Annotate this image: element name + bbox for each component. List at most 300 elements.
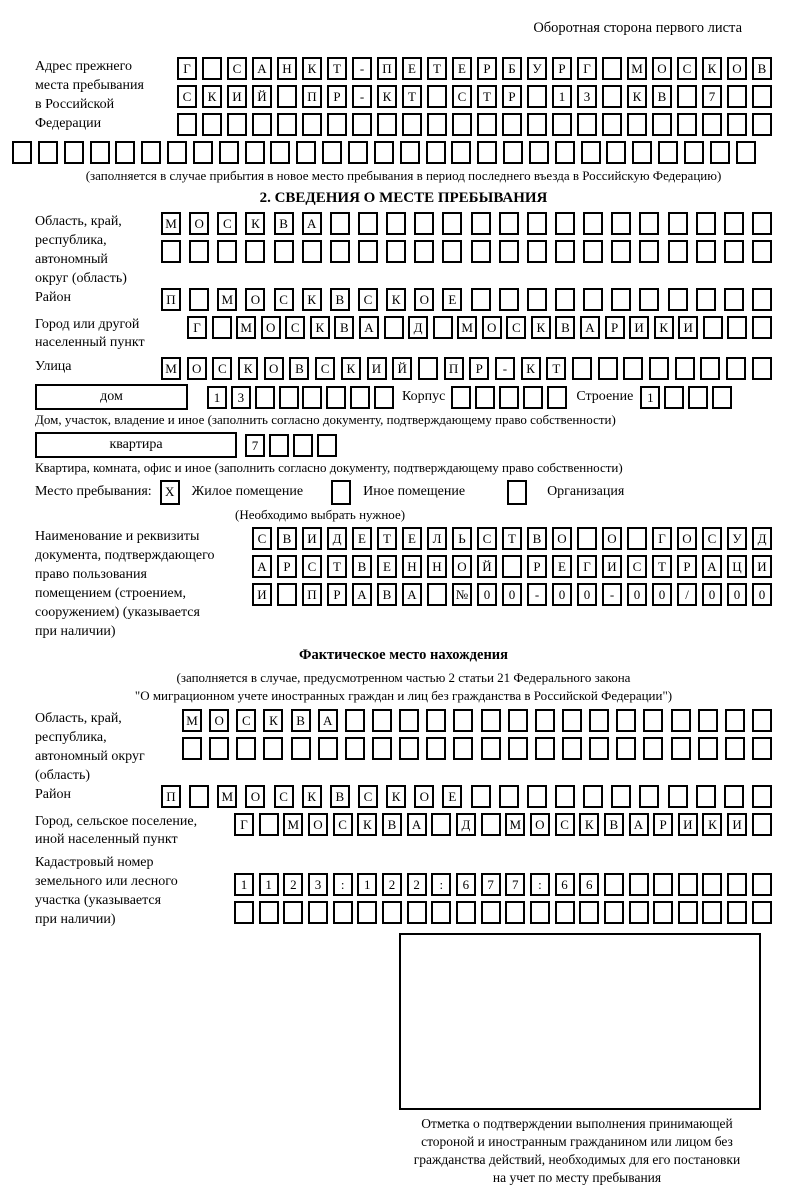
apartment-box-label: квартира bbox=[35, 432, 237, 458]
char-cell bbox=[293, 434, 313, 457]
char-cell: М bbox=[161, 212, 181, 235]
char-cell bbox=[598, 357, 618, 380]
char-cell: К bbox=[357, 813, 377, 836]
char-cell: К bbox=[377, 85, 397, 108]
char-cell: Н bbox=[402, 555, 422, 578]
label-line: Город или другой bbox=[35, 317, 140, 332]
char-cell bbox=[725, 737, 745, 760]
char-cell: Р bbox=[653, 813, 673, 836]
label-line: участка (указывается bbox=[35, 893, 162, 908]
char-cell bbox=[632, 141, 652, 164]
char-cell bbox=[652, 113, 672, 136]
char-cell: 3 bbox=[308, 873, 328, 896]
page-side-note: Оборотная сторона первого листа bbox=[533, 20, 742, 36]
char-cell bbox=[141, 141, 161, 164]
district-label: Район bbox=[35, 290, 71, 305]
char-cell bbox=[499, 240, 519, 263]
char-cell bbox=[677, 113, 697, 136]
char-cell bbox=[503, 141, 523, 164]
char-cell: Г bbox=[177, 57, 197, 80]
char-cell bbox=[602, 57, 622, 80]
char-cell bbox=[752, 709, 772, 732]
street-label: Улица bbox=[35, 359, 72, 374]
char-cell: В bbox=[652, 85, 672, 108]
char-cell bbox=[481, 737, 501, 760]
actual-city-label bbox=[35, 813, 234, 849]
char-cell: 0 bbox=[552, 583, 572, 606]
char-cell bbox=[64, 141, 84, 164]
char-cell bbox=[712, 386, 732, 409]
char-cell: В bbox=[291, 709, 311, 732]
char-cell: : bbox=[431, 873, 451, 896]
char-cell bbox=[477, 141, 497, 164]
stamp-caption bbox=[387, 1115, 767, 1187]
char-cell bbox=[245, 141, 265, 164]
char-cell bbox=[234, 901, 254, 924]
actual-region-rows bbox=[182, 709, 772, 760]
char-cell: Е bbox=[442, 785, 462, 808]
char-cell bbox=[702, 873, 722, 896]
char-cell bbox=[752, 288, 772, 311]
char-cell bbox=[418, 357, 438, 380]
char-cell: 7 bbox=[245, 434, 265, 457]
char-cell: 0 bbox=[702, 583, 722, 606]
char-cell bbox=[227, 113, 247, 136]
stamp-caption-line-4: на учет по месту пребывания bbox=[492, 1170, 662, 1185]
char-cell bbox=[453, 737, 473, 760]
char-cell bbox=[333, 901, 353, 924]
char-cell: Д bbox=[456, 813, 476, 836]
char-cell bbox=[217, 240, 237, 263]
char-cell: И bbox=[727, 813, 747, 836]
char-cell: Р bbox=[677, 555, 697, 578]
actual-location-title: Фактическое место нахождения bbox=[299, 647, 508, 663]
house-number-cells bbox=[207, 386, 394, 409]
char-cell bbox=[357, 901, 377, 924]
char-cell bbox=[322, 141, 342, 164]
street-row bbox=[161, 357, 772, 380]
char-cell bbox=[499, 785, 519, 808]
char-cell: К bbox=[386, 785, 406, 808]
char-cell: № bbox=[452, 583, 472, 606]
char-cell bbox=[583, 240, 603, 263]
char-cell bbox=[402, 113, 422, 136]
stay-option-organization-label: Организация bbox=[547, 484, 625, 499]
label-line: округ (область) bbox=[35, 271, 127, 286]
char-cell bbox=[727, 85, 747, 108]
actual-district-row bbox=[161, 785, 772, 808]
char-cell bbox=[684, 141, 704, 164]
char-cell: Р bbox=[469, 357, 489, 380]
char-cell: Г bbox=[577, 555, 597, 578]
char-cell: В bbox=[752, 57, 772, 80]
char-cell bbox=[678, 873, 698, 896]
label-line: автономный bbox=[35, 252, 108, 267]
char-cell bbox=[481, 901, 501, 924]
prev-address-note: (заполняется в случае прибытия в новое место пребывания в период последнего въезда в Российскую Федерацию) bbox=[85, 168, 722, 183]
stroenie-label: Строение bbox=[576, 389, 634, 404]
char-cell: С bbox=[252, 527, 272, 550]
char-cell bbox=[579, 901, 599, 924]
char-cell: С bbox=[506, 316, 526, 339]
char-cell: М bbox=[161, 357, 181, 380]
char-cell bbox=[724, 785, 744, 808]
char-cell bbox=[724, 288, 744, 311]
char-cell bbox=[177, 113, 197, 136]
house-block bbox=[35, 384, 772, 410]
char-cell: К bbox=[702, 813, 722, 836]
char-cell bbox=[189, 288, 209, 311]
char-cell bbox=[752, 212, 772, 235]
char-cell: А bbox=[359, 316, 379, 339]
char-cell: А bbox=[252, 555, 272, 578]
char-cell: Й bbox=[392, 357, 412, 380]
apartment-block bbox=[35, 432, 772, 458]
char-cell bbox=[725, 709, 745, 732]
char-cell: К bbox=[245, 212, 265, 235]
char-cell bbox=[668, 785, 688, 808]
char-cell bbox=[671, 709, 691, 732]
char-cell: С bbox=[177, 85, 197, 108]
cadastre-row-2 bbox=[234, 901, 772, 924]
label-line: Федерации bbox=[35, 116, 102, 131]
char-cell bbox=[345, 709, 365, 732]
char-cell: В bbox=[604, 813, 624, 836]
char-cell: М bbox=[457, 316, 477, 339]
char-cell: И bbox=[678, 813, 698, 836]
char-cell bbox=[377, 113, 397, 136]
char-cell bbox=[302, 113, 322, 136]
char-cell bbox=[527, 212, 547, 235]
document-label bbox=[35, 527, 252, 641]
char-cell bbox=[668, 240, 688, 263]
char-cell: К bbox=[386, 288, 406, 311]
char-cell: 0 bbox=[502, 583, 522, 606]
char-cell bbox=[189, 240, 209, 263]
char-cell bbox=[698, 709, 718, 732]
char-cell bbox=[477, 113, 497, 136]
cadastre-row-1 bbox=[234, 873, 772, 896]
char-cell: 0 bbox=[727, 583, 747, 606]
house-note: Дом, участок, владение и иное (заполнить согласно документу, подтверждающему право собственности) bbox=[35, 412, 616, 427]
char-cell: К bbox=[302, 288, 322, 311]
char-cell: В bbox=[274, 212, 294, 235]
char-cell: 1 bbox=[640, 386, 660, 409]
char-cell: Н bbox=[277, 57, 297, 80]
char-cell bbox=[671, 737, 691, 760]
char-cell bbox=[727, 316, 747, 339]
char-cell: В bbox=[289, 357, 309, 380]
char-cell bbox=[372, 737, 392, 760]
actual-city-block bbox=[35, 813, 772, 849]
char-cell bbox=[583, 288, 603, 311]
char-cell bbox=[182, 737, 202, 760]
char-cell bbox=[577, 113, 597, 136]
char-cell bbox=[530, 901, 550, 924]
char-cell: С bbox=[452, 85, 472, 108]
stay-place-note: (Необходимо выбрать нужное) bbox=[235, 507, 406, 522]
char-cell: С bbox=[358, 288, 378, 311]
char-cell: С bbox=[477, 527, 497, 550]
char-cell: : bbox=[333, 873, 353, 896]
char-cell: : bbox=[530, 873, 550, 896]
char-cell: / bbox=[677, 583, 697, 606]
char-cell bbox=[451, 141, 471, 164]
char-cell: П bbox=[302, 583, 322, 606]
char-cell bbox=[527, 785, 547, 808]
label-line: документа, подтверждающего bbox=[35, 548, 215, 563]
char-cell: - bbox=[527, 583, 547, 606]
char-cell: В bbox=[555, 316, 575, 339]
char-cell: О bbox=[187, 357, 207, 380]
char-cell: 1 bbox=[234, 873, 254, 896]
stamp-caption-line-2: стороной и иностранным гражданином или лицом без bbox=[421, 1134, 733, 1149]
prev-address-row-4 bbox=[12, 141, 756, 164]
char-cell: Й bbox=[477, 555, 497, 578]
label-line: Кадастровый номер bbox=[35, 855, 154, 870]
char-cell bbox=[451, 386, 471, 409]
char-cell bbox=[426, 737, 446, 760]
char-cell bbox=[277, 583, 297, 606]
char-cell bbox=[527, 85, 547, 108]
apartment-cells bbox=[245, 434, 337, 457]
char-cell bbox=[555, 240, 575, 263]
char-cell bbox=[727, 113, 747, 136]
actual-district-block bbox=[35, 785, 772, 808]
char-cell bbox=[611, 785, 631, 808]
char-cell: А bbox=[580, 316, 600, 339]
char-cell: О bbox=[602, 527, 622, 550]
char-cell: К bbox=[238, 357, 258, 380]
char-cell: П bbox=[444, 357, 464, 380]
char-cell: К bbox=[310, 316, 330, 339]
char-cell bbox=[535, 709, 555, 732]
stroenie-cells bbox=[640, 386, 732, 409]
char-cell bbox=[752, 737, 772, 760]
char-cell bbox=[639, 785, 659, 808]
char-cell bbox=[471, 212, 491, 235]
char-cell: С bbox=[212, 357, 232, 380]
char-cell bbox=[12, 141, 32, 164]
char-cell bbox=[623, 357, 643, 380]
char-cell bbox=[358, 212, 378, 235]
char-cell: Р bbox=[327, 85, 347, 108]
char-cell bbox=[236, 737, 256, 760]
char-cell: О bbox=[652, 57, 672, 80]
char-cell bbox=[499, 212, 519, 235]
char-cell: А bbox=[407, 813, 427, 836]
char-cell bbox=[555, 141, 575, 164]
char-cell bbox=[277, 85, 297, 108]
char-cell bbox=[696, 288, 716, 311]
char-cell: Т bbox=[427, 57, 447, 80]
char-cell: О bbox=[414, 785, 434, 808]
char-cell bbox=[255, 386, 275, 409]
char-cell: С bbox=[358, 785, 378, 808]
city-block bbox=[35, 316, 772, 352]
char-cell bbox=[627, 113, 647, 136]
char-cell: 3 bbox=[231, 386, 251, 409]
char-cell bbox=[700, 357, 720, 380]
label-line: республика, bbox=[35, 730, 107, 745]
char-cell: 1 bbox=[552, 85, 572, 108]
char-cell: Е bbox=[402, 527, 422, 550]
char-cell bbox=[499, 386, 519, 409]
char-cell: О bbox=[264, 357, 284, 380]
char-cell bbox=[523, 386, 543, 409]
cadastre-label bbox=[35, 853, 234, 929]
char-cell: А bbox=[702, 555, 722, 578]
char-cell bbox=[547, 386, 567, 409]
document-rows bbox=[252, 527, 772, 606]
street-block bbox=[35, 357, 772, 380]
char-cell: Д bbox=[327, 527, 347, 550]
char-cell bbox=[358, 240, 378, 263]
char-cell: А bbox=[252, 57, 272, 80]
char-cell bbox=[219, 141, 239, 164]
char-cell bbox=[400, 141, 420, 164]
char-cell: С bbox=[217, 212, 237, 235]
char-cell bbox=[202, 57, 222, 80]
char-cell bbox=[431, 813, 451, 836]
region-label bbox=[35, 212, 161, 288]
char-cell bbox=[696, 785, 716, 808]
cadastre-block bbox=[35, 853, 772, 929]
char-cell bbox=[453, 709, 473, 732]
char-cell bbox=[702, 901, 722, 924]
cadastre-rows bbox=[234, 873, 772, 924]
char-cell: О bbox=[245, 785, 265, 808]
char-cell bbox=[427, 85, 447, 108]
stamp-caption-line-3: гражданства действий, необходимых для его постановки bbox=[413, 1152, 741, 1167]
char-cell: 7 bbox=[505, 873, 525, 896]
actual-region-row-2 bbox=[182, 737, 772, 760]
char-cell: М bbox=[627, 57, 647, 80]
char-cell bbox=[752, 240, 772, 263]
char-cell bbox=[527, 240, 547, 263]
char-cell: 0 bbox=[627, 583, 647, 606]
char-cell bbox=[202, 113, 222, 136]
char-cell: К bbox=[202, 85, 222, 108]
char-cell bbox=[345, 737, 365, 760]
label-line: иной населенный пункт bbox=[35, 832, 178, 847]
char-cell: К bbox=[702, 57, 722, 80]
char-cell bbox=[326, 386, 346, 409]
char-cell bbox=[562, 737, 582, 760]
actual-region-label bbox=[35, 709, 182, 785]
char-cell bbox=[552, 113, 572, 136]
char-cell bbox=[502, 113, 522, 136]
char-cell: Е bbox=[452, 57, 472, 80]
char-cell bbox=[399, 709, 419, 732]
char-cell: О bbox=[414, 288, 434, 311]
char-cell: У bbox=[727, 527, 747, 550]
char-cell: К bbox=[654, 316, 674, 339]
char-cell bbox=[604, 873, 624, 896]
label-line: населенный пункт bbox=[35, 335, 145, 350]
char-cell: И bbox=[629, 316, 649, 339]
apartment-note: Квартира, комната, офис и иное (заполнить согласно документу, подтверждающему право собственности) bbox=[35, 460, 623, 475]
char-cell: Б bbox=[502, 57, 522, 80]
char-cell bbox=[318, 737, 338, 760]
label-line: при наличии) bbox=[35, 912, 116, 927]
char-cell bbox=[668, 288, 688, 311]
stay-option-other-label: Иное помещение bbox=[363, 484, 466, 499]
label-line: места пребывания bbox=[35, 78, 144, 93]
prev-address-row-3 bbox=[177, 113, 772, 136]
char-cell: Т bbox=[546, 357, 566, 380]
char-cell: Ц bbox=[727, 555, 747, 578]
char-cell bbox=[724, 240, 744, 263]
label-line: автономный округ bbox=[35, 749, 145, 764]
char-cell bbox=[505, 901, 525, 924]
char-cell: - bbox=[352, 57, 372, 80]
char-cell bbox=[629, 901, 649, 924]
char-cell: И bbox=[752, 555, 772, 578]
char-cell: О bbox=[530, 813, 550, 836]
char-cell bbox=[675, 357, 695, 380]
char-cell: С bbox=[274, 288, 294, 311]
char-cell bbox=[726, 357, 746, 380]
char-cell bbox=[374, 386, 394, 409]
char-cell: Л bbox=[427, 527, 447, 550]
char-cell: С bbox=[227, 57, 247, 80]
char-cell bbox=[471, 785, 491, 808]
char-cell: Д bbox=[752, 527, 772, 550]
stay-option-residential-label: Жилое помещение bbox=[191, 484, 304, 499]
char-cell bbox=[653, 901, 673, 924]
char-cell: С bbox=[333, 813, 353, 836]
char-cell: 0 bbox=[652, 583, 672, 606]
char-cell: К bbox=[579, 813, 599, 836]
char-cell: И bbox=[252, 583, 272, 606]
label-line: Область, край, bbox=[35, 711, 122, 726]
char-cell bbox=[372, 709, 392, 732]
char-cell: С bbox=[302, 555, 322, 578]
char-cell: Е bbox=[352, 527, 372, 550]
char-cell bbox=[562, 709, 582, 732]
char-cell: 6 bbox=[456, 873, 476, 896]
char-cell bbox=[302, 240, 322, 263]
char-cell: С bbox=[285, 316, 305, 339]
actual-region-block bbox=[35, 709, 772, 785]
char-cell: С bbox=[555, 813, 575, 836]
char-cell: В bbox=[382, 813, 402, 836]
char-cell: М bbox=[505, 813, 525, 836]
char-cell bbox=[374, 141, 394, 164]
char-cell bbox=[252, 113, 272, 136]
region-rows bbox=[161, 212, 772, 263]
char-cell bbox=[752, 113, 772, 136]
char-cell bbox=[611, 240, 631, 263]
char-cell bbox=[259, 901, 279, 924]
char-cell bbox=[327, 113, 347, 136]
label-line: сооружением) (указывается bbox=[35, 605, 200, 620]
label-line: Город, сельское поселение, bbox=[35, 814, 198, 829]
region-block bbox=[35, 212, 772, 288]
char-cell bbox=[678, 901, 698, 924]
char-cell: Н bbox=[427, 555, 447, 578]
char-cell: 2 bbox=[382, 873, 402, 896]
prev-address-block bbox=[35, 57, 772, 136]
char-cell bbox=[703, 316, 723, 339]
char-cell: С bbox=[315, 357, 335, 380]
char-cell: Р bbox=[327, 583, 347, 606]
char-cell: В bbox=[277, 527, 297, 550]
char-cell bbox=[643, 709, 663, 732]
city-row bbox=[187, 316, 772, 339]
char-cell: К bbox=[627, 85, 647, 108]
